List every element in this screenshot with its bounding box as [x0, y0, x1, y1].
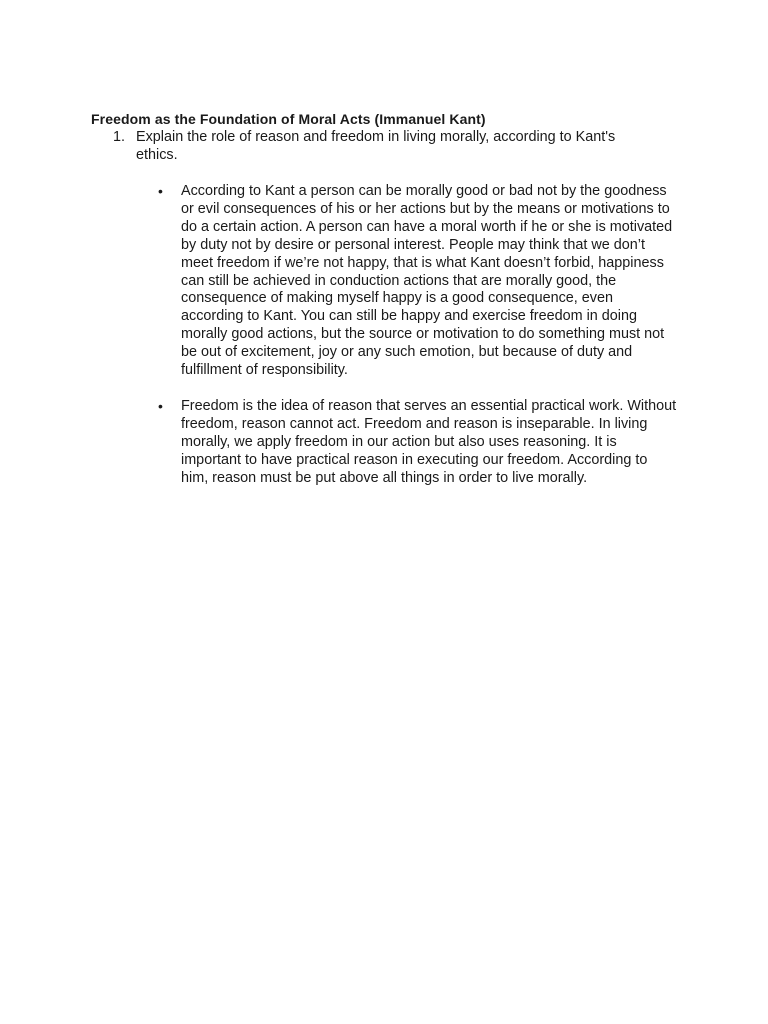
document-title: Freedom as the Foundation of Moral Acts (Immanuel Kant)	[91, 111, 486, 127]
answer-list	[158, 183, 678, 506]
question-number: 1.	[113, 129, 126, 145]
bullet-icon: •	[158, 397, 163, 414]
answer-text: According to Kant a person can be morally good or bad not by the goodness or evil consequences of his or her actions but by the means or motivations to do a certain action. A person can have a moral worth if he or she is motivated by duty not by desire or personal interest. People may think that we don’t meet freedom if we’re not happy, that is what Kant doesn’t forbid, happiness can still be achieved in conduction actions that are morally good, the consequence of making myself happy is a good consequence, even according to Kant. You can still be happy and exercise freedom in doing morally good actions, but the source or motivation to do something must not be out of excitement, joy or any such emotion, but because of duty and fulfillment of responsibility.	[181, 183, 673, 379]
answer-item	[158, 398, 678, 488]
answer-item	[158, 183, 678, 380]
bullet-icon: •	[158, 183, 163, 199]
question-item	[113, 128, 653, 164]
question-text: Explain the role of reason and freedom in living morally, according to Kant's ethics.	[136, 129, 616, 163]
answer-text: Freedom is the idea of reason that serves an essential practical work. Without freedom, reason cannot act. Freedom and reason is inseparable. In living morally, we apply freedom in our action but also uses reasoning. It is important to have practical reason in executing our freedom. According to him, reason must be put above all things in order to live morally.	[181, 397, 677, 486]
